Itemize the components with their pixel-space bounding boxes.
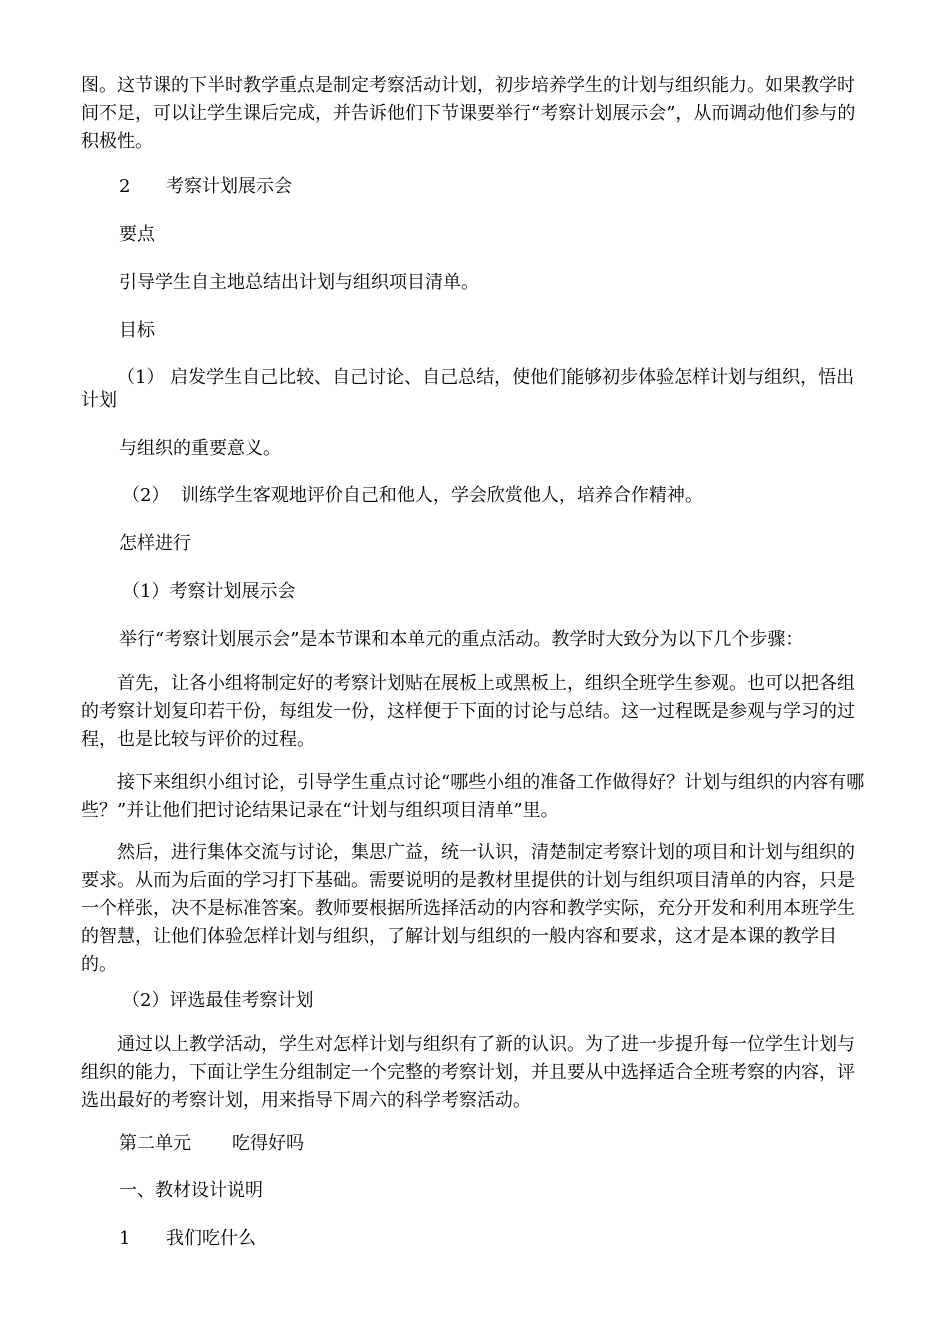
goal-1-line-1: （1） 启发学生自己比较、自己讨论、自己总结，使他们能够初步体验怎样计划与组织，悟出 <box>117 367 855 388</box>
goals-heading: 目标 <box>119 320 155 341</box>
step-2-heading: （2）评选最佳考察计划 <box>122 990 314 1011</box>
section-2-number: 2 <box>119 176 131 197</box>
goal-1-line-2: 计划 <box>81 390 117 411</box>
paragraph-then: 然后，进行集体交流与讨论，集思广益，统一认识，清楚制定考察计划的项目和计划与组织的要求。从而为后面的学习打下基础。需要说明的是教材里提供的计划与组织项目清单的内容，只是一个样张，决不是标准答案。教师要根据所选择活动的内容和教学实际，充分开发和利用本班学生的智慧，让他们体验怎样计划与组织，了解计划与组织的一般内容和要求，这才是本课的教学目的。 <box>81 842 855 975</box>
section-2-title: 考察计划展示会 <box>166 176 292 197</box>
paragraph-step-2: 通过以上教学活动，学生对怎样计划与组织有了新的认识。为了进一步提升每一位学生计划与组织的能力，下面让学生分组制定一个完整的考察计划，并且要从中选择适合全班考察的内容，评选出最好的考察计划，用来指导下周六的科学考察活动。 <box>81 1034 855 1111</box>
paragraph-next: 接下来组织小组讨论，引导学生重点讨论“哪些小组的准备工作做得好？计划与组织的内容有哪些？”并让他们把讨论结果记录在“计划与组织项目清单”里。 <box>81 772 865 821</box>
section-1-number: 1 <box>119 1228 131 1249</box>
section-2-heading <box>119 173 292 201</box>
unit-2-label: 第二单元 <box>119 1133 191 1154</box>
section-1-heading <box>119 1225 256 1253</box>
step-1-intro: 举行“考察计划展示会”是本节课和本单元的重点活动。教学时大致分为以下几个步骤： <box>119 629 804 650</box>
key-points-heading: 要点 <box>119 224 155 245</box>
step-1-heading: （1）考察计划展示会 <box>122 581 296 602</box>
unit-2-heading <box>119 1130 304 1158</box>
how-heading: 怎样进行 <box>119 533 191 554</box>
goal-2: （2） 训练学生客观地评价自己和他人，学会欣赏他人，培养合作精神。 <box>122 485 703 506</box>
paragraph-first: 首先，让各小组将制定好的考察计划贴在展板上或黑板上，组织全班学生参观。也可以把各组的考察计划复印若干份，每组发一份，这样便于下面的讨论与总结。这一过程既是参观与学习的过程，也是比较与评价的过程。 <box>81 673 855 750</box>
intro-paragraph: 图。这节课的下半时教学重点是制定考察活动计划，初步培养学生的计划与组织能力。如果教学时间不足，可以让学生课后完成，并告诉他们下节课要举行“考察计划展示会”，从而调动他们参与的积极性。 <box>81 75 856 152</box>
unit-2-title: 吃得好吗 <box>232 1133 304 1154</box>
key-points-text: 引导学生自主地总结出计划与组织项目清单。 <box>119 272 479 293</box>
part-1-heading: 一、教材设计说明 <box>119 1180 263 1201</box>
goal-1-continuation: 与组织的重要意义。 <box>119 438 281 459</box>
section-1-title: 我们吃什么 <box>166 1228 256 1249</box>
